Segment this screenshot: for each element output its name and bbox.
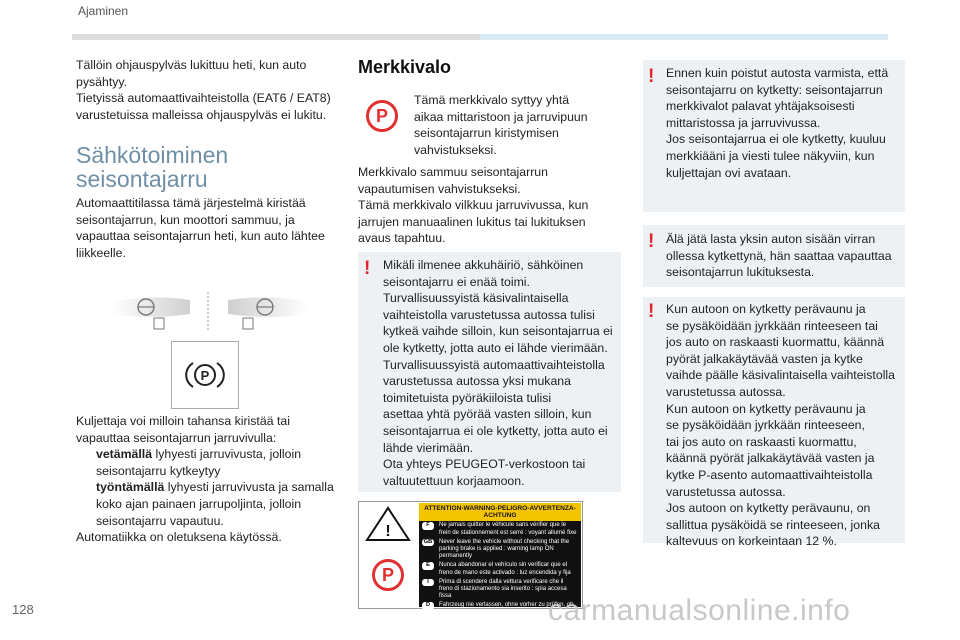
- warning-text: [666, 231, 902, 281]
- parking-brake-lamp-icon: P: [372, 559, 404, 591]
- text-line: Ennen kuin poistut autosta varmista, että: [666, 66, 889, 80]
- text-line: Merkkivalo sammuu seisontajarrun: [358, 165, 548, 179]
- section-heading: Merkkivalo: [358, 57, 452, 77]
- header-rule-accent: [480, 34, 888, 40]
- text-line: vapauttaa seisontajarrun heti, kun auto lähtee: [76, 229, 325, 244]
- text-line: Jos seisontajarrua ei ole kytketty, kuuluu: [666, 132, 886, 147]
- p-symbol: P: [200, 368, 210, 383]
- header-rule: [72, 34, 480, 40]
- warning-text: [666, 301, 904, 550]
- lever-usage-text: [76, 413, 356, 546]
- warning-box: [643, 60, 905, 212]
- warning-icon: !: [648, 66, 655, 87]
- text-line: merkkiääni ja viesti tulee näkyviin, kun: [666, 148, 875, 163]
- lang-badge: I: [422, 579, 434, 586]
- sticker-row: [419, 538, 581, 562]
- text-line: lähde vierimään.: [383, 440, 474, 455]
- text-line: Turvallisuussyistä käsivalintaisella: [383, 291, 569, 306]
- sticker-banner: ATTENTION-WARNING-PELIGRO-AVVERTENZA-ACHTUNG: [419, 503, 581, 521]
- text-line: Älä jätä lasta yksin auton sisään virran: [666, 232, 876, 246]
- warning-icon: !: [364, 258, 371, 279]
- keyword: työntämällä: [96, 480, 165, 495]
- sticker-text: Prima di scendere dalla vettura verificare che il freno di stazionamento sia inserito : spia accesa fissa: [439, 578, 567, 600]
- sticker-text: Never leave the vehicle without checking that the parking brake is applied : warning lamp ON permanently: [439, 538, 570, 560]
- lang-badge: D: [422, 602, 434, 609]
- warning-box: [358, 252, 621, 492]
- warning-icon: !: [648, 231, 655, 252]
- text-line: valtuutettuun korjaamoon.: [383, 473, 525, 488]
- text-line: pysähtyy.: [76, 74, 128, 89]
- text-line: seisontajarru on kytketty: seisontajarrun: [666, 82, 883, 97]
- text-line: Kun autoon on kytketty perävaunu ja: [666, 401, 866, 416]
- text-line: Kuljettaja voi milloin tahansa kiristää tai: [76, 414, 290, 428]
- text-line: pyörät jalkakäytävää vasten ja kytke: [666, 351, 863, 366]
- caution-mark: !: [385, 523, 391, 540]
- warning-lamp-icon: P: [366, 100, 398, 132]
- text-line: Tämä merkkivalo vilkkuu jarruvivussa, kun: [358, 198, 589, 213]
- sticker-text: Fahrzeug nie verlassen, ohne vorher zu prüfen, ob die elektrische Parkbremse angezogen ist. Die Kontrolleuchte leuchtet dann permanent: [439, 602, 574, 623]
- warning-text: [666, 65, 902, 181]
- lamp-description: [414, 92, 614, 158]
- text-line: avaus tapahtuu.: [358, 231, 446, 246]
- intro-text: [76, 57, 346, 123]
- warning-text: [383, 257, 619, 489]
- heading-line: Sähkötoiminen: [76, 142, 229, 168]
- sticker-row: [419, 561, 581, 577]
- text-line: jos auto on raskaasti kuormattu, käännä: [666, 335, 885, 350]
- text-line: seisontajarru kytkeytyy: [96, 463, 221, 478]
- text-line: seisontajarrun, kun moottori sammuu, ja: [76, 212, 295, 227]
- parking-brake-p-icon: [185, 359, 225, 391]
- text-span: lyhyesti jarruvivusta, jolloin: [152, 447, 302, 462]
- text-line: tai jos auto on raskaasti kuormattu,: [666, 434, 857, 449]
- text-line: Tietyissä automaattivaihteistolla (EAT6 / EAT8): [76, 91, 331, 106]
- text-line: asettaa yhtä pyörää vasten silloin, kun: [383, 407, 592, 422]
- text-line: käännä pyörät jalkakäytävää vasten ja: [666, 451, 875, 466]
- heading-line: seisontajarru: [76, 166, 208, 192]
- text-line: Ota yhteys PEUGEOT-verkostoon tai: [383, 457, 586, 472]
- text-line: [96, 446, 301, 463]
- bullet-icon: [76, 479, 96, 529]
- text-line: seisontajarru vapautuu.: [96, 513, 224, 528]
- section-title: Ajaminen: [78, 4, 129, 18]
- text-line: kaltevuus on korkeintaan 12 %.: [666, 534, 837, 549]
- section-heading: [76, 143, 228, 191]
- text-line: jarrujen manuaalinen lukitus tai lukituksen: [358, 214, 586, 229]
- text-line: Tämä merkkivalo syttyy yhtä: [414, 93, 570, 107]
- page-number: 128: [12, 602, 34, 617]
- text-line: se pysäköidään jyrkkään rinteeseen,: [666, 418, 865, 433]
- text-line: Tällöin ohjauspylväs lukittuu heti, kun auto: [76, 58, 307, 72]
- lang-badge: GB: [423, 538, 433, 545]
- text-line: Automatiikka on oletuksena käytössä.: [76, 530, 282, 545]
- text-line: Jos autoon on kytketty perävaunu, on: [666, 501, 871, 516]
- text-line: [96, 479, 334, 496]
- text-line: vapautumisen vahvistukseksi.: [358, 181, 521, 196]
- text-line: seisontajarrun lukituksesta.: [666, 265, 815, 280]
- text-line: mittaristossa ja jarruvivussa.: [666, 115, 821, 130]
- text-span: lyhyesti jarruvivusta ja samalla: [164, 480, 334, 495]
- text-line: seisontajarrun kiristymisen: [414, 126, 559, 141]
- text-line: toimitetuista pyöräkiiloista tulisi: [383, 390, 552, 405]
- text-line: vaihde päälle käsivalintaisella vaihteistolla: [666, 368, 895, 383]
- text-line: kuljettajan ovi avataan.: [666, 165, 792, 180]
- text-line: Mikäli ilmenee akkuhäiriö, sähköinen: [383, 258, 584, 272]
- sticker-row: [419, 521, 581, 537]
- text-line: se pysäköidään jyrkkään rinteeseen tai: [666, 318, 878, 333]
- lang-badge: E: [422, 562, 434, 569]
- sticker-text-panel: [419, 503, 581, 623]
- text-line: liikkeelle.: [76, 245, 126, 260]
- text-line: kytkeä vaihde silloin, kun seisontajarrua ei: [383, 324, 613, 339]
- lever-drawing: [110, 288, 310, 334]
- warning-sticker: [358, 501, 583, 623]
- steering-lever-illustration: [110, 288, 310, 334]
- text-line: vapauttaa seisontajarrun jarruvivulla:: [76, 430, 277, 445]
- caution-triangle-icon: [361, 504, 415, 544]
- warning-box: [643, 297, 905, 549]
- text-line: vaihteistolla varustetussa autossa tulisi: [383, 307, 595, 322]
- list-item: [76, 479, 356, 529]
- parking-brake-switch-icon: [171, 341, 239, 409]
- text-line: ole kytketty, jotta auto ei lähde vierimään.: [383, 340, 608, 355]
- text-line: aikaa mittaristoon ja jarruvipuun: [414, 109, 588, 124]
- text-line: Kun autoon on kytketty perävaunu ja: [666, 302, 866, 316]
- sticker-symbols: [361, 504, 415, 604]
- text-line: seisontajarrua ei ole kytketty, jotta auto ei: [383, 423, 608, 438]
- watermark: carmanualsonline.info: [548, 594, 851, 627]
- text-line: ollessa kytkettynä, hän saattaa vapauttaa: [666, 248, 892, 263]
- keyword: vetämällä: [96, 447, 153, 462]
- text-line: varustetussa autossa yksi mukana: [383, 374, 571, 389]
- warning-icon: !: [648, 301, 655, 322]
- text-line: Automaattitilassa tämä järjestelmä kiristää: [76, 196, 306, 210]
- sticker-text: Nunca abandonar el vehículo sin verificar que el freno de mano este activado : luz encendida y fija: [439, 562, 571, 576]
- text-line: kytke P-asento automaattivaihteistolla: [666, 467, 873, 482]
- text-line: Turvallisuussyistä automaattivaihteistolla: [383, 357, 605, 372]
- text-line: koko ajan painaen jarrupoljinta, jolloin: [96, 496, 302, 511]
- text-line: merkkivalot palavat yhtäjaksoisesti: [666, 99, 855, 114]
- text-line: varustetussa autossa.: [666, 484, 786, 499]
- lang-badge: F: [422, 522, 434, 529]
- text-line: vahvistukseksi.: [414, 142, 497, 157]
- text-line: sallittua pysäköidä se rinteeseen, jonka: [666, 517, 880, 532]
- lamp-paragraph: [358, 164, 618, 247]
- text-line: seisontajarru ei enää toimi.: [383, 274, 530, 289]
- text-line: varustetussa autossa.: [666, 384, 786, 399]
- list-item: [76, 446, 356, 479]
- warning-box: [643, 225, 905, 287]
- intro-paragraph: [76, 195, 346, 261]
- bullet-icon: [76, 446, 96, 479]
- text-line: varustetuissa malleissa ohjauspylväs ei lukitu.: [76, 107, 327, 122]
- sticker-text: Ne jamais quitter le véhicule sans vérifier que le frein de stationnement est serré : voyant allumé fixe: [439, 522, 577, 536]
